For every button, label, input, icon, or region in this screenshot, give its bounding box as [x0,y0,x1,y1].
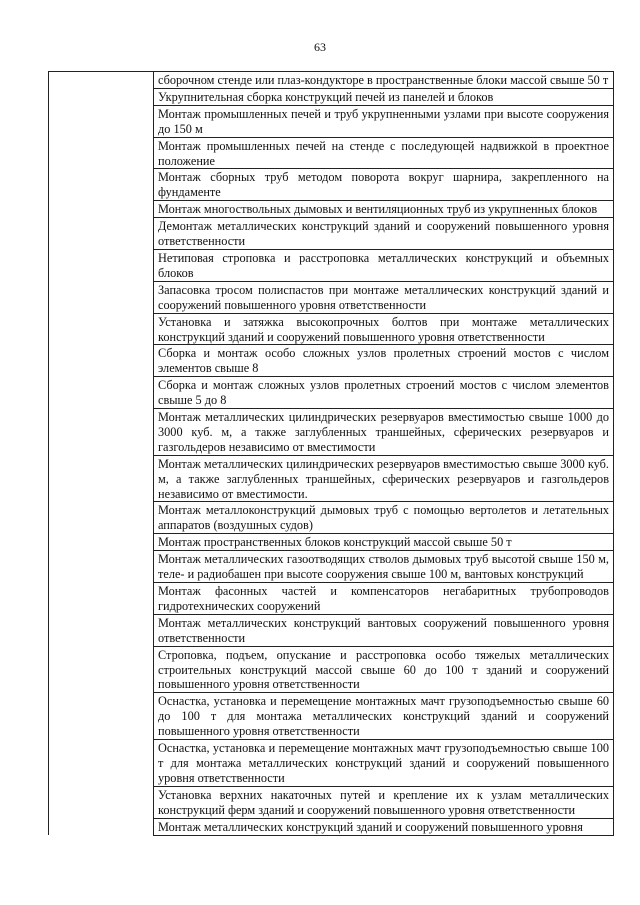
work-function-text: Монтаж промышленных печей и труб укрупненными узлами при высоте сооружения до 150 м [158,106,609,136]
work-function-text: Установка и затяжка высокопрочных болтов при монтаже металлических конструкций зданий и сооружений повышенного уровня ответственности [158,314,609,344]
work-function-cell [154,313,614,345]
work-function-cell [154,281,614,313]
work-function-cell [154,249,614,281]
work-function-text: Монтаж пространственных блоков конструкций массой свыше 50 т [158,535,512,550]
work-function-text: Монтаж фасонных частей и компенсаторов негабаритных трубопроводов гидротехнических сооружений [158,584,609,613]
left-column-cell [49,72,154,836]
work-function-text: Монтаж металлических конструкций зданий и сооружений повышенного уровня [158,819,583,834]
work-function-text: Сборка и монтаж сложных узлов пролетных строений мостов с числом элементов свыше 5 до 8 [158,378,609,408]
work-function-text: Монтаж промышленных печей на стенде с последующей надвижкой в проектное положение [158,138,609,168]
work-function-text: Монтаж металлических конструкций вантовых сооружений повышенного уровня ответственности [158,615,609,645]
work-function-cell [154,137,614,169]
work-function-cell [154,583,614,615]
work-function-cell [154,551,614,583]
work-function-cell [154,72,614,89]
work-function-cell [154,502,614,534]
work-function-cell [154,786,614,818]
work-function-cell [154,169,614,201]
work-functions-table [48,71,614,836]
work-function-cell [154,818,614,835]
work-function-cell [154,201,614,218]
work-function-text: Монтаж сборных труб методом поворота вокруг шарнира, закрепленного на фундаменте [158,170,609,200]
work-function-text: Оснастка, установка и перемещение монтажных мачт грузоподъемностью свыше 100 т для монтажа металлических конструкций зданий и сооружений повышенного уровня ответственности [158,741,609,785]
work-function-cell [154,646,614,693]
work-function-cell [154,105,614,137]
table-row [49,72,614,89]
work-function-cell [154,455,614,502]
work-function-text: Монтаж металлических газоотводящих стволов дымовых труб высотой свыше 150 м, теле- и радиобашен при высоте сооружения свыше 100 м, вантовых конструкций [158,552,609,582]
work-function-cell [154,218,614,250]
work-function-cell [154,88,614,105]
work-function-cell [154,614,614,646]
work-function-text: Строповка, подъем, опускание и расстроповка особо тяжелых металлических строительных конструкций массой свыше 60 до 100 т зданий и сооружений повышенного уровня ответственности [158,647,609,692]
work-function-text: сборочном стенде или плаз-кондукторе в пространственные блоки массой свыше 50 т [158,73,609,87]
work-function-text: Запасовка тросом полиспастов при монтаже металлических конструкций зданий и сооружений повышенного уровня ответственности [158,282,609,312]
work-function-cell [154,377,614,409]
work-function-text: Монтаж металлических цилиндрических резервуаров вместимостью свыше 3000 куб. м, а также заглубленных траншейных, сферических резервуаров и газгольдеров независимо от вместимости. [158,456,609,501]
work-function-cell [154,534,614,551]
work-function-text: Установка верхних накаточных путей и крепление их к узлам металлических конструкций ферм зданий и сооружений повышенного уровня ответственности [158,787,609,817]
work-function-cell [154,693,614,740]
work-function-cell [154,409,614,456]
work-function-cell [154,740,614,787]
work-function-text: Монтаж металлических цилиндрических резервуаров вместимостью свыше 1000 до 3000 куб. м, а также заглубленных траншейных, сферических резервуаров и газгольдеров независимо от вместимости [158,410,609,454]
work-function-cell [154,345,614,377]
work-function-text: Нетиповая строповка и расстроповка металлических конструкций и объемных блоков [158,250,609,280]
work-function-text: Демонтаж металлических конструкций зданий и сооружений повышенного уровня ответственности [158,219,609,249]
work-function-text: Укрупнительная сборка конструкций печей из панелей и блоков [158,89,494,104]
work-function-text: Монтаж многоствольных дымовых и вентиляционных труб из укрупненных блоков [158,202,598,217]
work-function-text: Оснастка, установка и перемещение монтажных мачт грузоподъемностью свыше 60 до 100 т для монтажа металлических конструкций зданий и сооружений повышенного уровня ответственности [158,694,609,739]
page-number: 63 [314,40,326,54]
work-function-text: Сборка и монтаж особо сложных узлов пролетных строений мостов с числом элементов свыше 8 [158,346,609,376]
work-function-text: Монтаж металлоконструкций дымовых труб с помощью вертолетов и летательных аппаратов (воздушных судов) [158,503,609,533]
